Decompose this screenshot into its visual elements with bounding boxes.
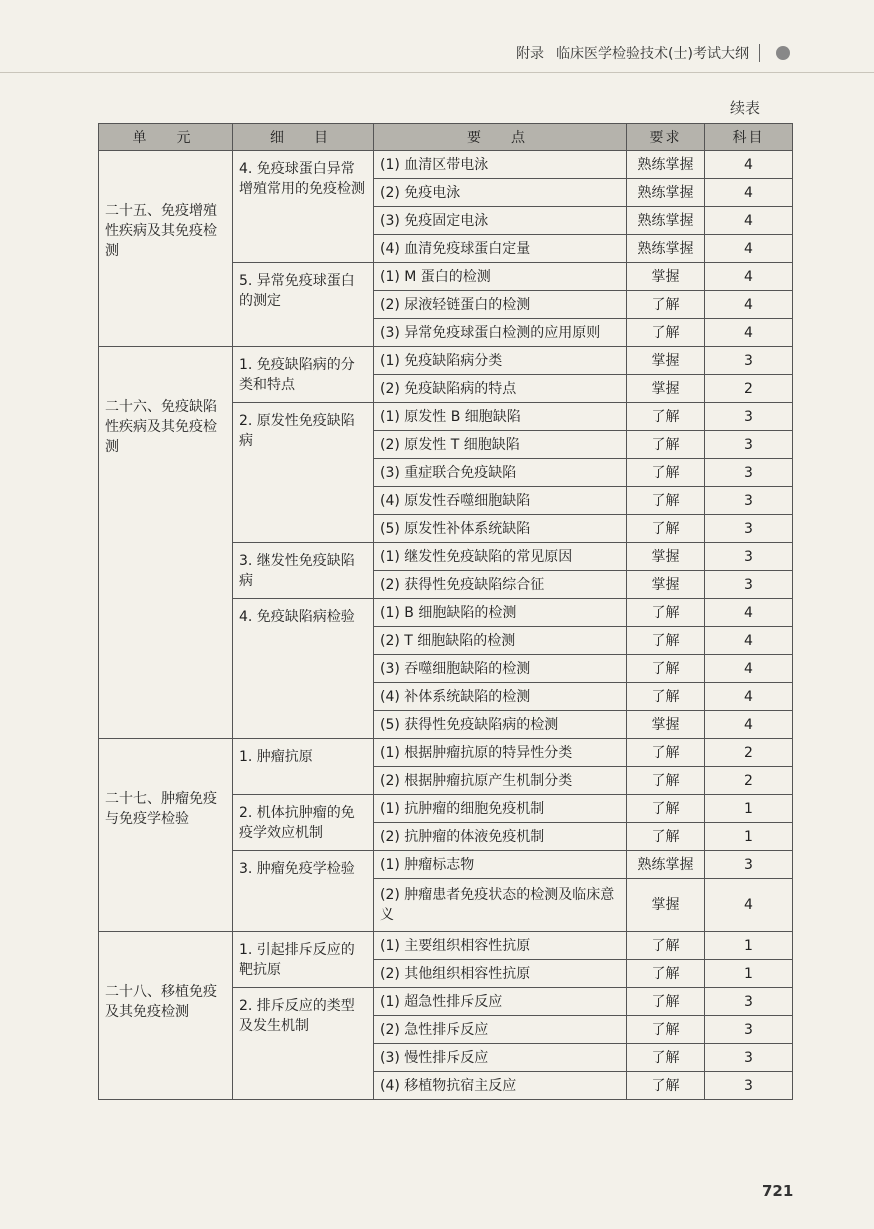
detail-cell: 2. 机体抗肿瘤的免疫学效应机制 [233,795,374,851]
requirement-cell: 了解 [627,960,705,988]
subject-cell: 4 [705,263,793,291]
subject-cell: 3 [705,1044,793,1072]
requirement-cell: 了解 [627,932,705,960]
point-cell: (1) 抗肿瘤的细胞免疫机制 [374,795,627,823]
detail-cell: 2. 排斥反应的类型及发生机制 [233,988,374,1100]
table-row [99,347,793,375]
unit-cell: 二十七、肿瘤免疫与免疫学检验 [99,739,233,932]
point-cell: (3) 吞噬细胞缺陷的检测 [374,655,627,683]
requirement-cell: 了解 [627,739,705,767]
unit-cell: 二十八、移植免疫及其免疫检测 [99,932,233,1100]
table-row [99,932,793,960]
detail-cell: 1. 引起排斥反应的靶抗原 [233,932,374,988]
requirement-cell: 掌握 [627,347,705,375]
requirement-cell: 掌握 [627,711,705,739]
header-point: 要 点 [374,124,627,151]
unit-cell: 二十五、免疫增殖性疾病及其免疫检测 [99,151,233,347]
point-cell: (3) 重症联合免疫缺陷 [374,459,627,487]
running-header [516,43,790,63]
detail-cell: 1. 肿瘤抗原 [233,739,374,795]
point-cell: (2) 根据肿瘤抗原产生机制分类 [374,767,627,795]
subject-cell: 4 [705,879,793,932]
requirement-cell: 了解 [627,767,705,795]
detail-cell: 3. 继发性免疫缺陷病 [233,543,374,599]
header-divider [759,44,760,62]
table-row [99,151,793,179]
point-cell: (1) 肿瘤标志物 [374,851,627,879]
header-subject: 科目 [705,124,793,151]
syllabus-table [98,123,793,1100]
subject-cell: 3 [705,487,793,515]
requirement-cell: 了解 [627,655,705,683]
detail-cell: 1. 免疫缺陷病的分类和特点 [233,347,374,403]
subject-cell: 4 [705,627,793,655]
requirement-cell: 了解 [627,431,705,459]
requirement-cell: 掌握 [627,571,705,599]
point-cell: (1) 继发性免疫缺陷的常见原因 [374,543,627,571]
header-rule [0,72,874,73]
point-cell: (1) 超急性排斥反应 [374,988,627,1016]
subject-cell: 4 [705,711,793,739]
header-unit: 单 元 [99,124,233,151]
subject-cell: 4 [705,599,793,627]
requirement-cell: 掌握 [627,543,705,571]
requirement-cell: 了解 [627,487,705,515]
header-requirement: 要求 [627,124,705,151]
continued-label: 续表 [730,99,761,117]
subject-cell: 4 [705,655,793,683]
point-cell: (1) 原发性 B 细胞缺陷 [374,403,627,431]
point-cell: (2) 获得性免疫缺陷综合征 [374,571,627,599]
requirement-cell: 了解 [627,403,705,431]
point-cell: (2) 急性排斥反应 [374,1016,627,1044]
requirement-cell: 了解 [627,1016,705,1044]
subject-cell: 4 [705,151,793,179]
subject-cell: 3 [705,571,793,599]
point-cell: (2) T 细胞缺陷的检测 [374,627,627,655]
requirement-cell: 了解 [627,291,705,319]
detail-cell: 2. 原发性免疫缺陷病 [233,403,374,543]
header-detail: 细 目 [233,124,374,151]
subject-cell: 2 [705,739,793,767]
point-cell: (1) 血清区带电泳 [374,151,627,179]
table-body [99,151,793,1100]
detail-cell: 4. 免疫球蛋白异常增殖常用的免疫检测 [233,151,374,263]
chapter-badge-icon [776,46,790,60]
point-cell: (4) 补体系统缺陷的检测 [374,683,627,711]
point-cell: (1) B 细胞缺陷的检测 [374,599,627,627]
subject-cell: 3 [705,851,793,879]
subject-cell: 3 [705,431,793,459]
subject-cell: 3 [705,1072,793,1100]
requirement-cell: 熟练掌握 [627,207,705,235]
requirement-cell: 了解 [627,795,705,823]
requirement-cell: 了解 [627,459,705,487]
subject-cell: 3 [705,543,793,571]
subject-cell: 3 [705,403,793,431]
requirement-cell: 了解 [627,319,705,347]
subject-cell: 4 [705,291,793,319]
requirement-cell: 了解 [627,683,705,711]
subject-cell: 2 [705,375,793,403]
subject-cell: 3 [705,988,793,1016]
point-cell: (2) 其他组织相容性抗原 [374,960,627,988]
subject-cell: 4 [705,319,793,347]
page-number: 721 [762,1182,794,1200]
requirement-cell: 了解 [627,627,705,655]
subject-cell: 4 [705,235,793,263]
requirement-cell: 了解 [627,823,705,851]
requirement-cell: 熟练掌握 [627,151,705,179]
point-cell: (3) 免疫固定电泳 [374,207,627,235]
point-cell: (2) 免疫缺陷病的特点 [374,375,627,403]
requirement-cell: 熟练掌握 [627,235,705,263]
unit-cell: 二十六、免疫缺陷性疾病及其免疫检测 [99,347,233,739]
requirement-cell: 熟练掌握 [627,851,705,879]
subject-cell: 3 [705,347,793,375]
detail-cell: 5. 异常免疫球蛋白的测定 [233,263,374,347]
subject-cell: 4 [705,683,793,711]
requirement-cell: 了解 [627,599,705,627]
point-cell: (2) 原发性 T 细胞缺陷 [374,431,627,459]
requirement-cell: 掌握 [627,879,705,932]
subject-cell: 1 [705,795,793,823]
detail-cell: 4. 免疫缺陷病检验 [233,599,374,739]
subject-cell: 1 [705,960,793,988]
table-header-row [99,124,793,151]
point-cell: (2) 肿瘤患者免疫状态的检测及临床意义 [374,879,627,932]
subject-cell: 4 [705,179,793,207]
header-title: 临床医学检验技术(士)考试大纲 [556,46,749,62]
point-cell: (1) M 蛋白的检测 [374,263,627,291]
subject-cell: 3 [705,1016,793,1044]
requirement-cell: 熟练掌握 [627,179,705,207]
point-cell: (2) 抗肿瘤的体液免疫机制 [374,823,627,851]
requirement-cell: 掌握 [627,263,705,291]
subject-cell: 1 [705,932,793,960]
point-cell: (3) 异常免疫球蛋白检测的应用原则 [374,319,627,347]
point-cell: (2) 尿液轻链蛋白的检测 [374,291,627,319]
subject-cell: 2 [705,767,793,795]
requirement-cell: 了解 [627,515,705,543]
subject-cell: 3 [705,459,793,487]
point-cell: (1) 主要组织相容性抗原 [374,932,627,960]
subject-cell: 3 [705,515,793,543]
requirement-cell: 了解 [627,988,705,1016]
requirement-cell: 了解 [627,1072,705,1100]
subject-cell: 1 [705,823,793,851]
subject-cell: 4 [705,207,793,235]
header-label: 附录 [516,46,545,62]
point-cell: (4) 原发性吞噬细胞缺陷 [374,487,627,515]
point-cell: (3) 慢性排斥反应 [374,1044,627,1072]
point-cell: (4) 移植物抗宿主反应 [374,1072,627,1100]
requirement-cell: 了解 [627,1044,705,1072]
point-cell: (1) 根据肿瘤抗原的特异性分类 [374,739,627,767]
point-cell: (5) 原发性补体系统缺陷 [374,515,627,543]
point-cell: (5) 获得性免疫缺陷病的检测 [374,711,627,739]
detail-cell: 3. 肿瘤免疫学检验 [233,851,374,932]
point-cell: (4) 血清免疫球蛋白定量 [374,235,627,263]
point-cell: (1) 免疫缺陷病分类 [374,347,627,375]
point-cell: (2) 免疫电泳 [374,179,627,207]
requirement-cell: 掌握 [627,375,705,403]
table-row [99,739,793,767]
